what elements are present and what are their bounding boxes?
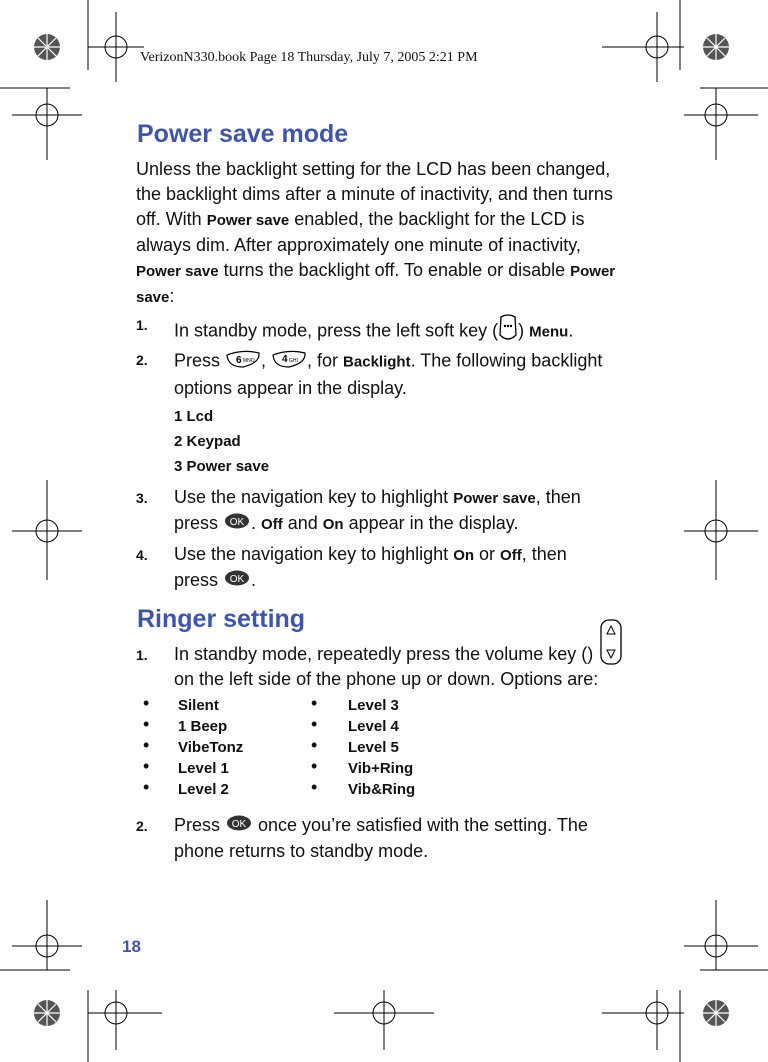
step-number: 1. — [136, 317, 148, 333]
backlight-label: Backlight — [343, 353, 411, 371]
starburst-target-bottom-left — [34, 1000, 60, 1026]
ringer-option-vibetonz: VibeTonz — [178, 739, 244, 756]
menu-label: Menu — [529, 323, 569, 341]
ok-key-label: OK — [231, 818, 247, 830]
ringer-option-vib-and-ring: Vib&Ring — [348, 781, 416, 798]
power-save-term: Power save — [453, 490, 536, 507]
bullet-dot: • — [311, 756, 318, 776]
bullet-dot: • — [311, 693, 318, 713]
ringer-option-1-beep: 1 Beep — [178, 718, 228, 735]
registration-mark-top-left — [0, 0, 144, 160]
power-save-term: Power save — [206, 212, 290, 229]
ok-key-icon — [225, 814, 253, 839]
intro-line-1: Unless the backlight setting for the LCD has been changed, — [136, 159, 611, 179]
intro-line-3: off. With Power save enabled, the backlight for the LCD is — [136, 209, 585, 229]
off-label: Off — [500, 547, 522, 564]
ringer-step-2-continuation: phone returns to standby mode. — [174, 840, 429, 861]
ringer-option-level-4: Level 4 — [348, 718, 399, 735]
bullet-dot: • — [143, 714, 150, 734]
power-save-intro — [136, 157, 646, 310]
intro-line-4: always dim. After approximately one minute of inactivity, — [136, 235, 581, 255]
step-number: 2. — [136, 818, 148, 834]
step-2-continuation: options appear in the display. — [174, 378, 407, 398]
volume-key-icon — [599, 618, 623, 671]
key-4-ghi-icon — [271, 347, 307, 376]
power-save-step-1: In standby mode, press the left soft key ( ) Menu. — [174, 313, 649, 350]
step-number: 3. — [136, 490, 148, 506]
section-title-ringer: Ringer setting — [137, 605, 306, 633]
bullet-dot: • — [143, 735, 150, 755]
file-header-stamp: VerizonN330.book Page 18 Thursday, July 7, 2005 2:21 PM — [140, 50, 478, 65]
on-label: On — [322, 516, 344, 533]
ringer-option-level-2: Level 2 — [178, 781, 229, 798]
bullet-dot: • — [311, 735, 318, 755]
page-number: 18 — [122, 937, 141, 956]
option-keypad: 2 Keypad — [174, 433, 241, 450]
power-save-step-4: Use the navigation key to highlight On or Off, then press OK . — [174, 542, 649, 594]
registration-mark-mid-right — [684, 480, 758, 580]
registration-mark-top-right — [602, 0, 768, 160]
left-soft-key-icon — [498, 313, 518, 350]
option-power-save: 3 Power save — [174, 458, 270, 475]
starburst-target-bottom-right — [703, 1000, 729, 1026]
off-label: Off — [261, 516, 283, 533]
registration-mark-bottom-center — [334, 990, 434, 1050]
option-lcd: 1 Lcd — [174, 408, 214, 425]
ringer-option-silent: Silent — [178, 697, 219, 714]
ringer-option-vib-ring: Vib+Ring — [348, 760, 414, 777]
starburst-target-top-left — [34, 34, 60, 60]
section-title-power-save: Power save mode — [137, 120, 349, 148]
power-save-step-3: Use the navigation key to highlight Power save, then press OK . Off and On appear in the display. — [174, 485, 649, 537]
key-6-letters: MNO — [243, 358, 255, 364]
key-4-letters: GHI — [289, 358, 298, 364]
bullet-dot: • — [143, 777, 150, 797]
ringer-step-1-continuation: on the left side of the phone up or down. Options are: — [174, 669, 599, 689]
bullet-dot: • — [311, 714, 318, 734]
step-number: 1. — [136, 647, 148, 663]
starburst-target-top-right — [703, 34, 729, 60]
ringer-option-level-5: Level 5 — [348, 739, 399, 756]
ok-key-icon — [223, 512, 251, 537]
power-term: Power — [570, 263, 616, 280]
bullet-dot: • — [143, 756, 150, 776]
registration-mark-mid-left — [12, 480, 82, 580]
intro-line-2: the backlight dims after a minute of inactivity, and then turns — [136, 184, 613, 204]
key-4-digit: 4 — [282, 354, 288, 365]
ok-key-icon — [223, 569, 251, 594]
power-save-step-2: Press 6 MNO , 4 GHI , for Backlight. The following backlight options appear in the display. — [174, 347, 649, 401]
intro-line-5: Power save turns the backlight off. To enable or disable Power — [136, 260, 616, 280]
ringer-option-level-3: Level 3 — [348, 697, 399, 714]
step-number: 4. — [136, 547, 148, 563]
ringer-option-level-1: Level 1 — [178, 760, 229, 777]
bullet-dot: • — [311, 777, 318, 797]
on-label: On — [453, 547, 475, 564]
ringer-step-1: In standby mode, repeatedly press the volume key () on the left side of the phone up or down. Options are: — [174, 642, 649, 692]
registration-mark-bottom-left — [0, 900, 162, 1062]
ok-key-label: OK — [229, 573, 245, 585]
power-save-term: Power save — [136, 263, 219, 280]
key-6-mno-icon — [225, 347, 261, 376]
registration-mark-bottom-right — [602, 900, 768, 1062]
key-6-digit: 6 — [236, 355, 242, 366]
intro-line-6: save: — [136, 286, 175, 306]
ringer-step-2: Press OK once you’re satisfied with the setting. The phone returns to standby mode. — [174, 813, 649, 864]
bullet-dot: • — [143, 693, 150, 713]
save-term: save — [136, 289, 170, 306]
ok-key-label: OK — [229, 516, 245, 528]
step-number: 2. — [136, 352, 148, 368]
